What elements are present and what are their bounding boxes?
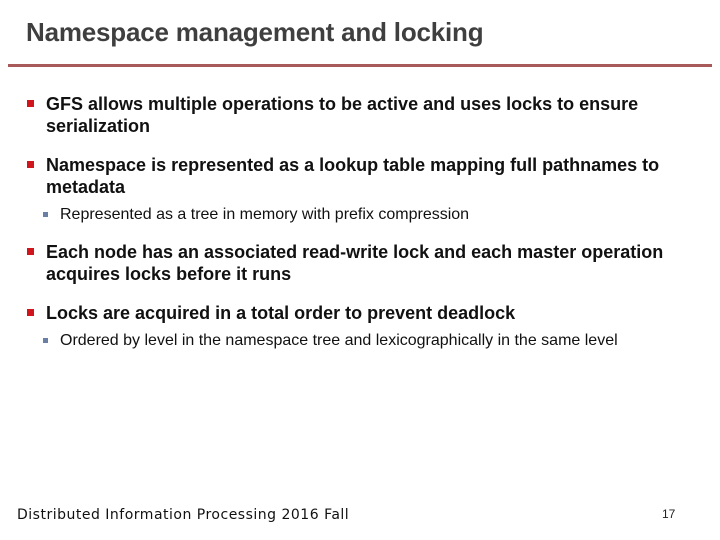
slide-title: Namespace management and locking [26, 17, 484, 47]
sub-bullet-marker-icon [43, 338, 48, 343]
bullet-marker-icon [27, 161, 34, 168]
bullet-item [24, 154, 714, 198]
bullet-marker-icon [27, 100, 34, 107]
title-divider [8, 64, 712, 67]
sub-bullet-text: Ordered by level in the namespace tree and lexicographically in the same level [60, 332, 618, 349]
bullet-list [24, 93, 714, 367]
sub-bullet-item [24, 331, 714, 351]
page-number: 17 [662, 507, 676, 521]
footer-course-title: Distributed Information Processing 2016 Fall [17, 507, 350, 523]
sub-bullet-item [24, 205, 714, 225]
bullet-item [24, 302, 714, 324]
bullet-text: Namespace is represented as a lookup table mapping full pathnames to metadata [46, 155, 660, 197]
bullet-marker-icon [27, 248, 34, 255]
bullet-item [24, 241, 714, 285]
bullet-text: Each node has an associated read-write lock and each master operation acquires locks before it runs [46, 242, 664, 284]
bullet-text: GFS allows multiple operations to be active and uses locks to ensure serialization [46, 94, 639, 136]
sub-bullet-text: Represented as a tree in memory with prefix compression [60, 206, 470, 223]
sub-bullet-marker-icon [43, 212, 48, 217]
bullet-item [24, 93, 714, 137]
bullet-marker-icon [27, 309, 34, 316]
bullet-text: Locks are acquired in a total order to prevent deadlock [46, 303, 516, 323]
